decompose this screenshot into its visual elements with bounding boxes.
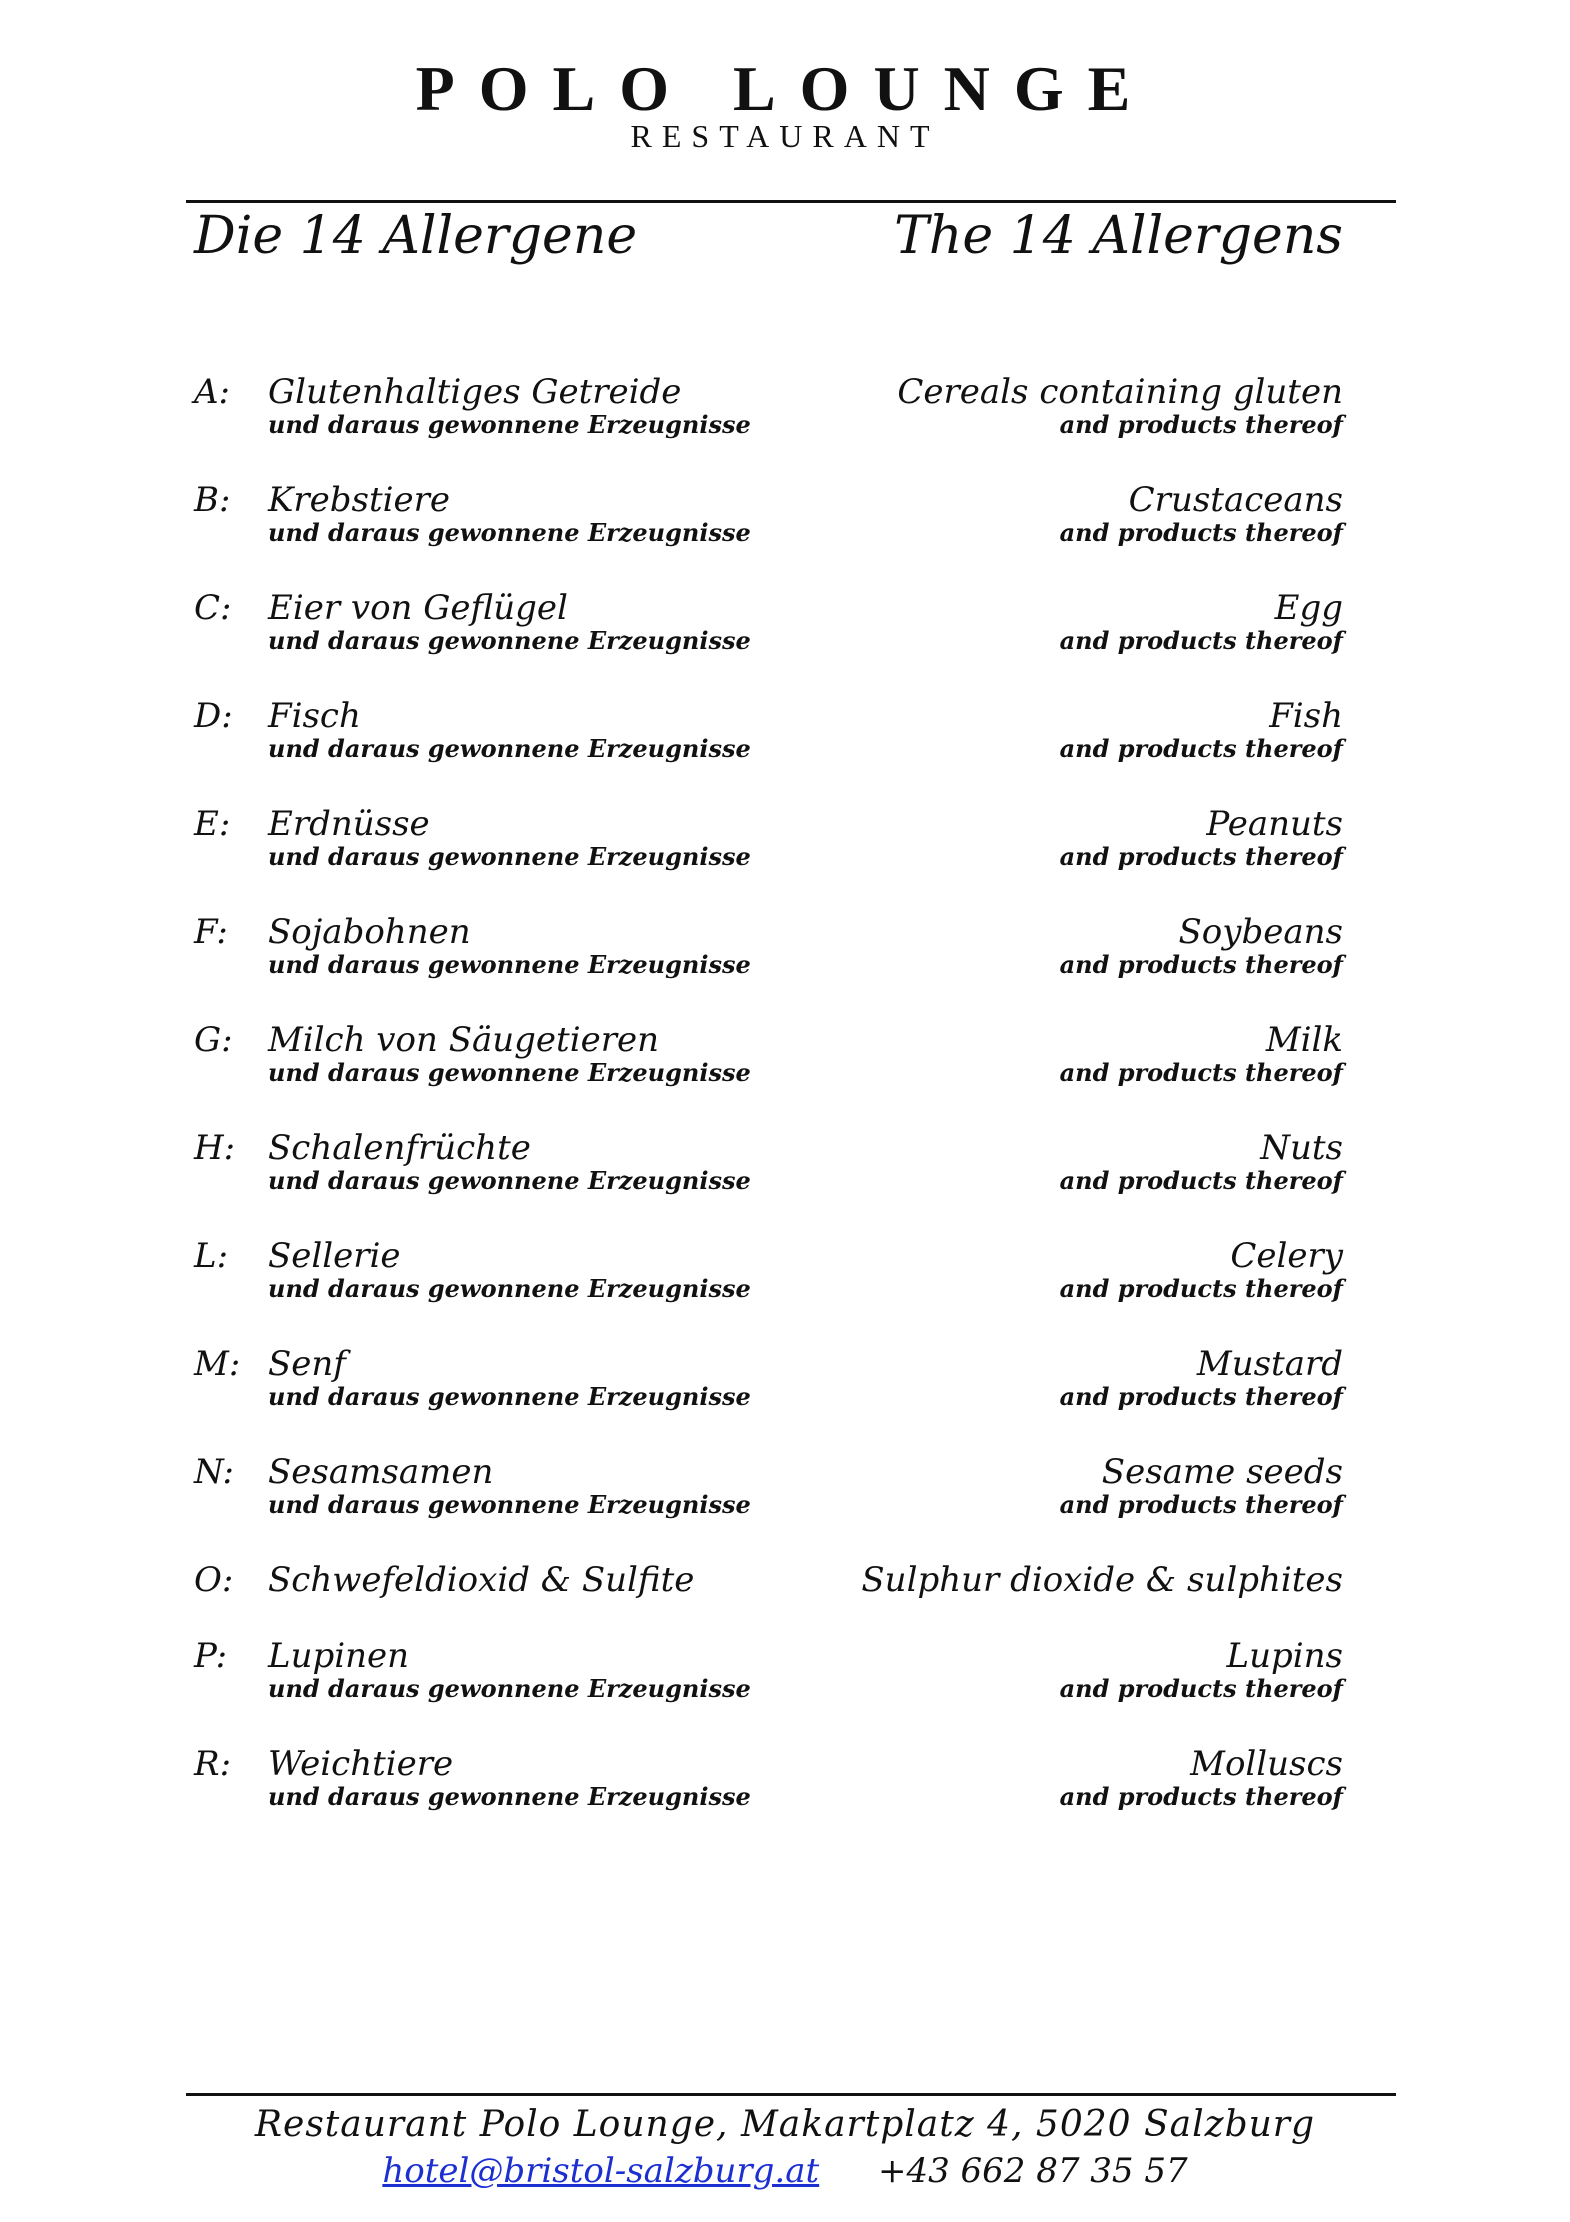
english-allergen-name: Sulphur dioxide & sulphites <box>861 1560 1343 1600</box>
allergen-code: B: <box>194 480 231 520</box>
english-allergen-note: and products thereof <box>1059 1674 1343 1703</box>
english-allergen-name: Lupins <box>1226 1636 1343 1676</box>
email-link[interactable]: hotel@bristol-salzburg.at <box>382 2151 820 2191</box>
english-allergen-note: and products thereof <box>1059 1274 1343 1303</box>
english-allergen-note: and products thereof <box>1059 734 1343 763</box>
allergen-code: M: <box>194 1344 241 1384</box>
english-allergen-name: Celery <box>1230 1236 1343 1276</box>
english-allergen-note: and products thereof <box>1059 1490 1343 1519</box>
english-heading: The 14 Allergens <box>894 206 1343 266</box>
allergen-code: C: <box>194 588 232 628</box>
english-allergen-note: and products thereof <box>1059 950 1343 979</box>
german-allergen-name: Lupinen <box>268 1636 410 1676</box>
english-allergen-name: Fish <box>1269 696 1343 736</box>
english-allergen-note: and products thereof <box>1059 626 1343 655</box>
allergen-item <box>0 1342 1570 1432</box>
allergen-code: L: <box>194 1236 229 1276</box>
german-allergen-name: Sellerie <box>268 1236 401 1276</box>
english-allergen-name: Mustard <box>1196 1344 1343 1384</box>
footer-divider <box>186 2093 1396 2096</box>
allergen-code: N: <box>194 1452 234 1492</box>
german-allergen-note: und daraus gewonnene Erzeugnisse <box>268 1782 751 1811</box>
english-allergen-note: and products thereof <box>1059 1058 1343 1087</box>
english-allergen-note: and products thereof <box>1059 518 1343 547</box>
german-heading: Die 14 Allergene <box>194 206 638 266</box>
english-allergen-name: Peanuts <box>1206 804 1343 844</box>
header-divider <box>186 200 1396 203</box>
allergen-code: G: <box>194 1020 233 1060</box>
allergen-code: H: <box>194 1128 236 1168</box>
german-allergen-name: Sojabohnen <box>268 912 471 952</box>
restaurant-address: Restaurant Polo Lounge, Makartplatz 4, 5020 Salzburg <box>254 2104 1316 2145</box>
english-allergen-name: Cereals containing gluten <box>897 372 1343 412</box>
allergen-code: R: <box>194 1744 232 1784</box>
english-allergen-name: Egg <box>1274 588 1343 628</box>
restaurant-subtitle: RESTAURANT <box>630 118 940 154</box>
german-allergen-name: Eier von Geflügel <box>268 588 568 628</box>
allergen-code: A: <box>194 372 231 412</box>
contact-line <box>0 2149 1570 2193</box>
english-allergen-name: Sesame seeds <box>1101 1452 1343 1492</box>
german-allergen-name: Fisch <box>268 696 361 736</box>
english-allergen-name: Milk <box>1265 1020 1343 1060</box>
german-allergen-name: Weichtiere <box>268 1744 454 1784</box>
german-allergen-name: Erdnüsse <box>268 804 430 844</box>
german-allergen-note: und daraus gewonnene Erzeugnisse <box>268 950 751 979</box>
allergen-item <box>0 1558 1570 1608</box>
german-allergen-note: und daraus gewonnene Erzeugnisse <box>268 1166 751 1195</box>
german-allergen-note: und daraus gewonnene Erzeugnisse <box>268 410 751 439</box>
restaurant-title: POLO LOUNGE <box>415 53 1155 124</box>
german-allergen-note: und daraus gewonnene Erzeugnisse <box>268 734 751 763</box>
allergen-item <box>0 478 1570 568</box>
allergen-item <box>0 370 1570 460</box>
allergen-item <box>0 1634 1570 1724</box>
allergen-code: F: <box>194 912 228 952</box>
german-allergen-name: Schalenfrüchte <box>268 1128 531 1168</box>
allergen-item <box>0 1126 1570 1216</box>
german-allergen-name: Milch von Säugetieren <box>268 1020 659 1060</box>
german-allergen-name: Sesamsamen <box>268 1452 494 1492</box>
german-allergen-note: und daraus gewonnene Erzeugnisse <box>268 1058 751 1087</box>
allergen-code: E: <box>194 804 231 844</box>
english-allergen-name: Soybeans <box>1178 912 1343 952</box>
german-allergen-note: und daraus gewonnene Erzeugnisse <box>268 626 751 655</box>
allergen-item <box>0 1234 1570 1324</box>
german-allergen-name: Glutenhaltiges Getreide <box>268 372 682 412</box>
german-allergen-name: Krebstiere <box>268 480 451 520</box>
german-allergen-note: und daraus gewonnene Erzeugnisse <box>268 518 751 547</box>
english-allergen-note: and products thereof <box>1059 1382 1343 1411</box>
german-allergen-name: Schwefeldioxid & Sulfite <box>268 1560 695 1600</box>
allergen-code: O: <box>194 1560 234 1600</box>
german-allergen-note: und daraus gewonnene Erzeugnisse <box>268 1490 751 1519</box>
english-allergen-name: Molluscs <box>1190 1744 1343 1784</box>
allergen-item <box>0 802 1570 892</box>
english-allergen-note: and products thereof <box>1059 842 1343 871</box>
allergen-code: D: <box>194 696 233 736</box>
english-allergen-note: and products thereof <box>1059 410 1343 439</box>
german-allergen-note: und daraus gewonnene Erzeugnisse <box>268 1274 751 1303</box>
allergen-item <box>0 910 1570 1000</box>
german-allergen-note: und daraus gewonnene Erzeugnisse <box>268 1674 751 1703</box>
english-allergen-name: Crustaceans <box>1128 480 1343 520</box>
german-allergen-note: und daraus gewonnene Erzeugnisse <box>268 1382 751 1411</box>
allergen-item <box>0 1018 1570 1108</box>
german-allergen-name: Senf <box>268 1344 346 1384</box>
allergen-item <box>0 1742 1570 1832</box>
english-allergen-note: and products thereof <box>1059 1166 1343 1195</box>
english-allergen-note: and products thereof <box>1059 1782 1343 1811</box>
german-allergen-note: und daraus gewonnene Erzeugnisse <box>268 842 751 871</box>
allergen-item <box>0 586 1570 676</box>
phone-number: +43 662 87 35 57 <box>877 2151 1188 2191</box>
allergen-item <box>0 694 1570 784</box>
allergen-code: P: <box>194 1636 228 1676</box>
allergen-item <box>0 1450 1570 1540</box>
english-allergen-name: Nuts <box>1260 1128 1343 1168</box>
